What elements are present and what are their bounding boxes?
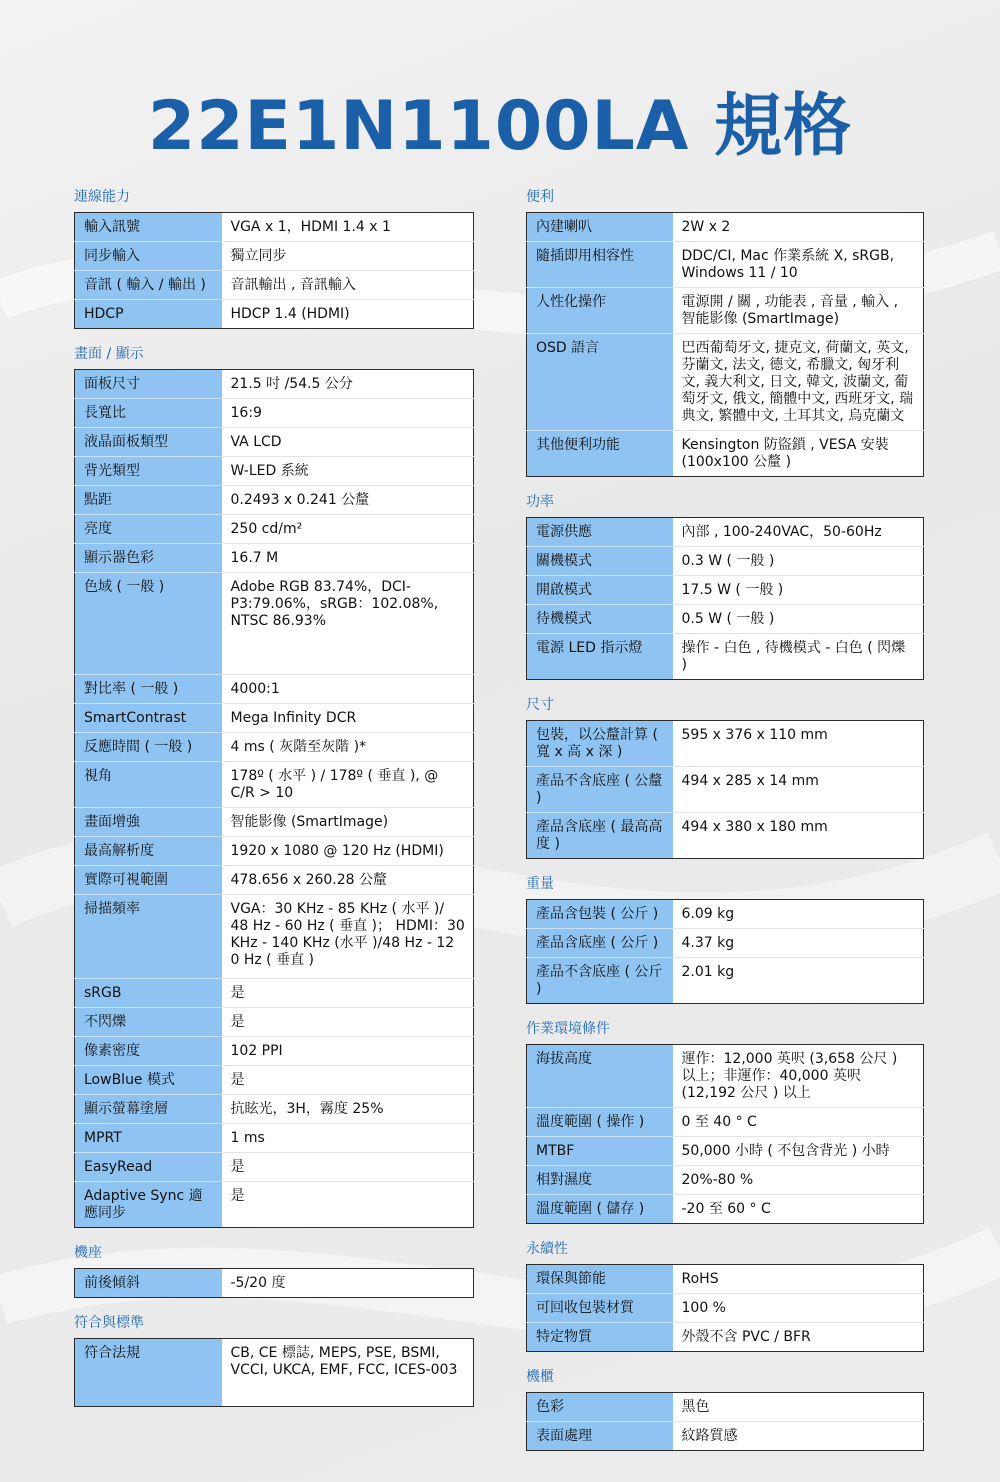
spec-table: [74, 369, 474, 1228]
spec-value: 595 x 376 x 110 mm: [673, 721, 924, 767]
spec-row: [527, 634, 924, 680]
spec-label: 產品含底座 ( 公斤 ): [527, 929, 673, 958]
spec-value: 16.7 M: [222, 544, 474, 573]
spec-label: MTBF: [527, 1137, 673, 1166]
spec-row: [527, 1108, 924, 1137]
spec-value: 6.09 kg: [673, 900, 924, 929]
spec-label: 可回收包裝材質: [527, 1294, 673, 1323]
spec-table: [526, 517, 924, 680]
section-heading: 便利: [526, 189, 554, 205]
spec-value: 是: [230, 1188, 245, 1204]
spec-label: 顯示螢幕塗層: [75, 1095, 222, 1124]
spec-label: Adaptive Sync 適應同步: [75, 1182, 222, 1228]
spec-table: [526, 1044, 924, 1224]
spec-label: 掃描頻率: [75, 895, 222, 979]
spec-row: [75, 486, 474, 515]
spec-table: [526, 1392, 924, 1451]
spec-row: [75, 573, 474, 675]
spec-label: 面板尺寸: [75, 370, 222, 399]
spec-label: 電源供應: [527, 518, 673, 547]
spec-label: 液晶面板類型: [75, 428, 222, 457]
spec-value: DDC/CI, Mac 作業系統 X, sRGB, Windows 11 / 10: [673, 242, 924, 288]
spec-label: 其他便利功能: [527, 431, 673, 477]
spec-value: Mega Infinity DCR: [222, 704, 474, 733]
spec-value: 17.5 W ( 一般 ): [673, 576, 924, 605]
spec-row: [75, 1095, 474, 1124]
section-sustainability: [526, 1238, 924, 1352]
spec-table: [526, 212, 924, 477]
spec-value: 50,000 小時 ( 不包含背光 ) 小時: [673, 1137, 924, 1166]
spec-row: [527, 334, 924, 431]
spec-value: 是: [222, 1008, 474, 1037]
spec-label: 產品含包裝 ( 公斤 ): [527, 900, 673, 929]
spec-value: 0.3 W ( 一般 ): [673, 547, 924, 576]
spec-label: 特定物質: [527, 1323, 673, 1352]
spec-value: VGA：30 KHz - 85 KHz ( 水平 )/ 48 Hz - 60 Hz ( 垂直 )； HDMI：30 KHz - 140 KHz (水平 )/48 Hz - 12 0 Hz ( 垂直 ): [222, 895, 474, 979]
spec-label: 隨插即用相容性: [527, 242, 673, 288]
spec-row: [75, 242, 474, 271]
spec-label: 溫度範圍 ( 操作 ): [527, 1108, 673, 1137]
spec-row: [527, 518, 924, 547]
spec-label: 人性化操作: [527, 288, 673, 334]
spec-table: [74, 1268, 474, 1298]
section-heading: 連線能力: [74, 189, 130, 205]
spec-label: 點距: [75, 486, 222, 515]
section-heading: 尺寸: [526, 697, 554, 713]
spec-label: 同步輸入: [75, 242, 222, 271]
spec-value: VA LCD: [222, 428, 474, 457]
spec-value: 是: [222, 1153, 474, 1182]
spec-row: [527, 547, 924, 576]
spec-row: [527, 1422, 924, 1451]
spec-row: [527, 1166, 924, 1195]
section-weight: [526, 873, 924, 1004]
spec-label: 表面處理: [527, 1422, 673, 1451]
spec-label: LowBlue 模式: [75, 1066, 222, 1095]
spec-value: 2W x 2: [673, 213, 924, 242]
spec-row: [527, 721, 924, 767]
spec-row: [75, 1008, 474, 1037]
page-title: 22E1N1100LA 規格: [147, 87, 853, 166]
spec-table: [74, 212, 474, 329]
spec-label: 符合法規: [75, 1339, 222, 1407]
spec-value: HDCP 1.4 (HDMI): [230, 306, 350, 322]
section-dimensions: [526, 694, 924, 859]
spec-value: W-LED 系統: [222, 457, 474, 486]
spec-label: 內建喇叭: [527, 213, 673, 242]
spec-value: 0 至 40 ° C: [673, 1108, 924, 1137]
section-stand: [74, 1242, 474, 1298]
spec-table: [74, 1338, 474, 1407]
spec-row: [527, 900, 924, 929]
spec-row: [75, 1269, 474, 1298]
spec-row: [527, 1393, 924, 1422]
spec-label: 相對濕度: [527, 1166, 673, 1195]
spec-value: 4.37 kg: [673, 929, 924, 958]
spec-label: 產品不含底座 ( 公釐 ): [527, 767, 673, 813]
spec-label: 最高解析度: [75, 837, 222, 866]
spec-table: [526, 1264, 924, 1352]
spec-label: OSD 語言: [527, 334, 673, 431]
section-heading: 機座: [74, 1245, 102, 1261]
spec-label: 反應時間 ( 一般 ): [75, 733, 222, 762]
spec-value: VGA x 1，HDMI 1.4 x 1: [222, 213, 474, 242]
spec-value: 智能影像 (SmartImage): [222, 808, 474, 837]
spec-value: 音訊輸出 , 音訊輸入: [222, 271, 474, 300]
spec-row: [527, 813, 924, 859]
spec-value: 20%-80 %: [673, 1166, 924, 1195]
spec-value: 0.5 W ( 一般 ): [673, 605, 924, 634]
spec-label: SmartContrast: [75, 704, 222, 733]
section-heading: 作業環境條件: [526, 1021, 610, 1037]
section-heading: 機櫃: [526, 1369, 554, 1385]
spec-value: 1 ms: [222, 1124, 474, 1153]
left-column: [74, 186, 474, 1407]
spec-value: 操作 - 白色 , 待機模式 - 白色 ( 閃爍 ): [681, 640, 906, 673]
section-heading: 功率: [526, 494, 554, 510]
spec-row: [527, 1195, 924, 1224]
spec-value: 21.5 吋 /54.5 公分: [222, 370, 474, 399]
spec-label: 開啟模式: [527, 576, 673, 605]
spec-row: [75, 1182, 474, 1228]
spec-label: 像素密度: [75, 1037, 222, 1066]
spec-row: [527, 431, 924, 477]
spec-label: 環保與節能: [527, 1265, 673, 1294]
spec-value: 是: [222, 979, 474, 1008]
spec-value: 黑色: [673, 1393, 924, 1422]
spec-value: 0.2493 x 0.241 公釐: [222, 486, 474, 515]
spec-label: 產品含底座 ( 最高高度 ): [527, 813, 673, 859]
spec-row: [75, 213, 474, 242]
spec-value: CB, CE 標誌, MEPS, PSE, BSMI, VCCI, UKCA, EMF, FCC, ICES-003: [230, 1345, 458, 1378]
spec-value: 4000:1: [222, 675, 474, 704]
spec-row: [527, 1265, 924, 1294]
spec-row: [75, 895, 474, 979]
spec-row: [75, 1124, 474, 1153]
spec-value: 102 PPI: [222, 1037, 474, 1066]
spec-row: [75, 300, 474, 329]
section-heading: 符合與標準: [74, 1315, 144, 1331]
spec-label: 色彩: [527, 1393, 673, 1422]
spec-row: [75, 271, 474, 300]
spec-row: [527, 958, 924, 1004]
section-compliance: [74, 1312, 474, 1407]
spec-table: [526, 899, 924, 1004]
section-connectivity: [74, 186, 474, 329]
spec-label: 關機模式: [527, 547, 673, 576]
spec-row: [75, 1339, 474, 1407]
spec-table: [526, 720, 924, 859]
spec-label: 亮度: [75, 515, 222, 544]
spec-row: [527, 576, 924, 605]
spec-label: 對比率 ( 一般 ): [75, 675, 222, 704]
section-display: [74, 343, 474, 1228]
spec-row: [75, 428, 474, 457]
spec-label: 溫度範圍 ( 儲存 ): [527, 1195, 673, 1224]
spec-row: [75, 837, 474, 866]
spec-value: 16:9: [222, 399, 474, 428]
spec-row: [527, 213, 924, 242]
spec-value: 抗眩光，3H，霧度 25%: [222, 1095, 474, 1124]
section-cabinet: [526, 1366, 924, 1451]
spec-label: 輸入訊號: [75, 213, 222, 242]
spec-row: [75, 1153, 474, 1182]
section-heading: 畫面 / 顯示: [74, 346, 144, 362]
spec-row: [75, 704, 474, 733]
section-heading: 重量: [526, 876, 554, 892]
spec-row: [527, 1294, 924, 1323]
spec-value: RoHS: [673, 1265, 924, 1294]
spec-label: 電源 LED 指示燈: [527, 634, 673, 680]
spec-row: [75, 733, 474, 762]
spec-row: [75, 675, 474, 704]
spec-label: 待機模式: [527, 605, 673, 634]
spec-value: 是: [222, 1066, 474, 1095]
spec-value: 4 ms ( 灰階至灰階 )*: [222, 733, 474, 762]
spec-row: [527, 242, 924, 288]
spec-label: 實際可視範圍: [75, 866, 222, 895]
spec-value: 2.01 kg: [681, 964, 735, 980]
spec-row: [527, 1137, 924, 1166]
spec-value: 紋路質感: [681, 1428, 738, 1444]
spec-label: 包裝，以公釐計算 ( 寬 x 高 x 深 ): [527, 721, 673, 767]
spec-value: 1920 x 1080 @ 120 Hz (HDMI): [222, 837, 474, 866]
section-convenience: [526, 186, 924, 477]
spec-label: 背光類型: [75, 457, 222, 486]
spec-label: HDCP: [75, 300, 222, 329]
spec-value: 獨立同步: [222, 242, 474, 271]
spec-value: 內部 , 100-240VAC，50-60Hz: [673, 518, 924, 547]
spec-label: 色域 ( 一般 ): [75, 573, 222, 675]
spec-row: [75, 1066, 474, 1095]
spec-label: 視角: [75, 762, 222, 808]
spec-row: [527, 605, 924, 634]
spec-label: 長寬比: [75, 399, 222, 428]
spec-label: EasyRead: [75, 1153, 222, 1182]
spec-label: 音訊 ( 輸入 / 輸出 ): [75, 271, 222, 300]
spec-row: [75, 457, 474, 486]
spec-value: 100 %: [673, 1294, 924, 1323]
spec-label: 產品不含底座 ( 公斤 ): [527, 958, 673, 1004]
spec-value: 178º ( 水平 ) / 178º ( 垂直 ), @ C/R > 10: [222, 762, 474, 808]
spec-label: 前後傾斜: [75, 1269, 222, 1298]
section-heading: 永續性: [526, 1241, 568, 1257]
section-power: [526, 491, 924, 680]
spec-row: [527, 767, 924, 813]
spec-value: 電源開 / 關 , 功能表 , 音量 , 輸入 , 智能影像 (SmartImage): [673, 288, 924, 334]
spec-row: [75, 1037, 474, 1066]
spec-row: [527, 929, 924, 958]
spec-value: Kensington 防盜鎖 , VESA 安裝 (100x100 公釐 ): [681, 437, 889, 470]
spec-value: 494 x 380 x 180 mm: [681, 819, 828, 835]
right-column: [526, 186, 924, 1451]
spec-row: [75, 399, 474, 428]
spec-label: 畫面增強: [75, 808, 222, 837]
spec-value: 巴西葡萄牙文, 捷克文, 荷蘭文, 英文, 芬蘭文, 法文, 德文, 希臘文, 匈牙利文, 義大利文, 日文, 韓文, 波蘭文, 葡萄牙文, 俄文, 簡體中文, 西班牙文, 瑞典文, 繁體中文, 土耳其文, 烏克蘭文: [673, 334, 924, 431]
spec-label: sRGB: [75, 979, 222, 1008]
spec-label: 顯示器色彩: [75, 544, 222, 573]
spec-value: 運作：12,000 英呎 (3,658 公尺 ) 以上；非運作：40,000 英呎 (12,192 公尺 ) 以上: [673, 1045, 924, 1108]
spec-row: [75, 515, 474, 544]
spec-value: 478.656 x 260.28 公釐: [222, 866, 474, 895]
spec-value: 494 x 285 x 14 mm: [673, 767, 924, 813]
spec-row: [527, 1323, 924, 1352]
spec-value: -5/20 度: [230, 1275, 286, 1291]
spec-row: [75, 866, 474, 895]
spec-label: MPRT: [75, 1124, 222, 1153]
spec-row: [75, 808, 474, 837]
spec-row: [527, 1045, 924, 1108]
spec-row: [75, 544, 474, 573]
spec-row: [75, 979, 474, 1008]
spec-value: Adobe RGB 83.74%，DCI-P3:79.06%，sRGB：102.08%, NTSC 86.93%: [222, 573, 474, 675]
spec-value: -20 至 60 ° C: [681, 1201, 771, 1217]
spec-label: 海拔高度: [527, 1045, 673, 1108]
spec-row: [75, 762, 474, 808]
spec-value: 250 cd/m²: [222, 515, 474, 544]
spec-value: 外殼不含 PVC / BFR: [681, 1329, 811, 1345]
spec-label: 不閃爍: [75, 1008, 222, 1037]
section-environment: [526, 1018, 924, 1224]
spec-row: [527, 288, 924, 334]
spec-row: [75, 370, 474, 399]
